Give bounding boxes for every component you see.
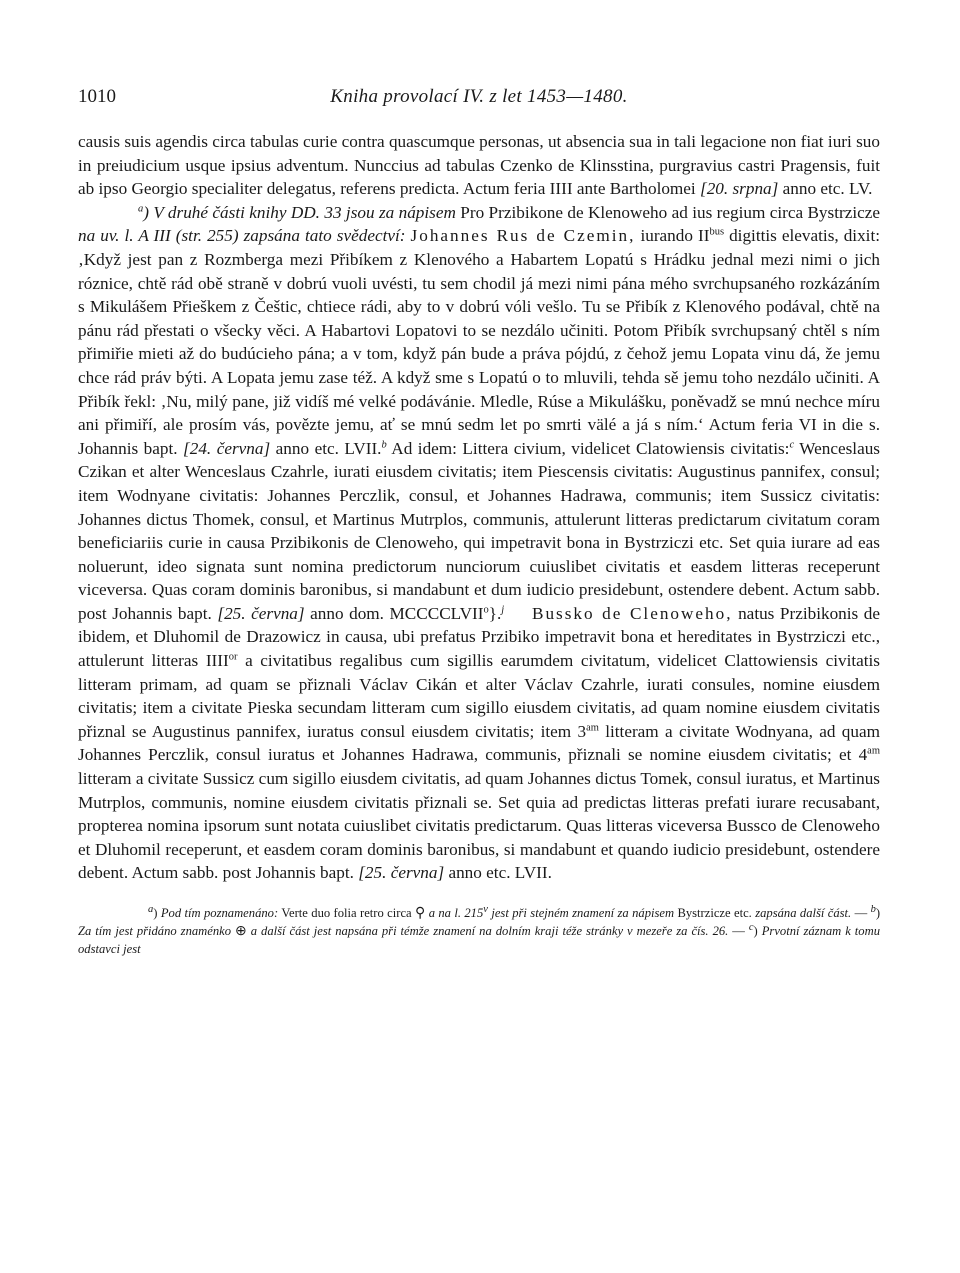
footnote-b-text: Za tím jest přidáno znaménko — [78, 923, 232, 938]
superscript-am: am — [586, 722, 599, 734]
superscript-bus: bus — [709, 226, 725, 238]
footnote-separator: — — [728, 923, 749, 938]
footnote-a-text: zapsána další část. — [755, 906, 852, 920]
paragraph-2-text-k: litteram a civitate Wodnyana, ad quam Johannes Perczlik, consul iuratus et Johannes Hadrawa, communis, přiznali se nomine eiusdem civitatis; et 4 — [78, 721, 880, 765]
paragraph-2-text-g: anno dom. MCCCCLVII — [304, 603, 484, 623]
date-bracket: [24. června] — [183, 438, 271, 458]
footnote-b-text: a další část jest napsána při témže znamení na dolním kraji téže stránky v mezeře za čís. 26. — [246, 923, 729, 938]
footnote-a-text: Verte duo folia retro circa — [278, 906, 416, 920]
editorial-ref: na uv. l. A III (str. 255) zapsána tato svědectví: — [78, 226, 406, 246]
superscript-am-2: am — [867, 745, 880, 757]
paragraph-2: $^a$) V druhé části knihy DD. 33 jsou za nápisem Pro Przibikone de Klenoweho ad ius regium circa Bystrzicze na uv. l. A III (str. 255) zapsána tato svědectví: Johannes Rus de Czemin, iurando $II^{bus}$ digittis elevatis, dixit: ‚Když jest pan z Rozmberga mezi Přibíkem z Klenového a Habartem Lopatú s Hrádku jednal mezi nimi o jich róznice, chtě rád obě straně v dobrú vuoli uvésti, tu sem chodil já mezi nimi pána mého svrchupsaného rozkázáním s Mikulášem Přieškem z Češtic, chtiece rádi, aby to v dobrú vóli vešlo. Tu se Přibík z Klenového podával, chtě na pánu rád přestati o všecky věci. A Habartovi Lopatovi to se nezdálo učiniti. Potom Přibík svrchupsaný chtěl s ním přimiřie mieti až do budúcieho pána; a v tom, když pán bude a práva pójdú, z čehož jemu Lopata vinu dá, že jemu chce rád práv býti. A Lopata jemu zase též. A když sme s Lopatú o to mluvili, tehda sě jemu toho nezdálo učiniti. A Přibík řekl: ‚Nu, milý pane, již vidíš mé velké podávánie. Mledle, Rúse a Mikulášku, poněvadž se mnú nechce míru ani přimiří, ale prosím vás, povězte jemu, ať se mnú sedm let po smrti välé a já s ním.‘ Actum feria VI in die s. Johannis bapt. [24. června] anno etc. LVII.$^b$ Ad idem: Littera civium, videlicet Clatowiensis civitatis:$^c$ Wenceslaus Czikan et alter Wenceslaus Czahrle, iurati eiusdem civitatis; item Piescensis civitatis: Augustinus pannifex, consul; item Wodnyane civitatis: Johannes Perczlik, consul, et Johannes Hadrawa, communis; item Sussicz civitatis: Johannes dictus Thomek, consul, et Martinus Mutrplos, communis, attulerunt litteras predictarum civitatum coram beneficiariis curie in causa Przibikonis de Clenoweho, qui impetravit bona in Bystrziczi etc. Set quia iurare ad eas noluerunt, ideo signata sunt nomina predictorum nunciorum cuiuslibet civitatis et easdem litteras receperunt viceversa. Quas coram dominis baronibus, si mandabunt et dum iudicio presidebunt, ostendere debent. Actum sabb. post Johannis bapt. [25. června] anno dom. MCCCCLVII$^o$}.$^j$ Bussko de Clenoweho, natus Przibikonis de ibidem, et Dluhomil de Drazowicz in causa, ubi prefatus Przibiko impetravit bona et hereditates in Bystrziczi etc., attulerunt litteras $IIII^{or}$ a civitatibus regalibus cum sigillis earumdem civitatum, videlicet Clattowiensis civitatis litteram primam, ad quam se přiznali Václav Cikán et alter Václav Czahrle, iurati consules, nomine eiusdem civitatis; item a civitate Pieska secundam litteram cum sigillo eiusdem civitatis, ad quam nomine eiusdem civitatis přiznal se Augustinus pannifex, iuratus consul eiusdem civitatis; item $3^{am}$ litteram a civitate Wodnyana, ad quam Johannes Perczlik, consul iuratus et Johannes Hadrawa, communis, přiznali se nomine eiusdem civitatis; et $4^{am}$ litteram a civitate Sussicz cum sigillo eiusdem civitatis, ad quam Johannes dictus Tomek, consul iuratus, et Martinus Mutrplos, communis, nomine eiusdem civitatis přiznali se. Set quia ad predictas litteras prefati iurare recusabant, propterea nomina ipsorum sunt notata cuiuslibet civitatis predictarum. Quas litteras viceversa Bussco de Clenoweho et Dluhomil receperunt, et easdem coram dominis baronibus, si mandabunt et quando iudicio presidebunt, ostendere debent. Actum sabb. post Johannis bapt. [25. června] anno etc. LVII. — [78, 202, 881, 883]
page-header — [78, 86, 880, 116]
footnotes — [78, 905, 880, 958]
footnote-mark-a: a — [148, 903, 154, 915]
paragraph-1 — [78, 130, 880, 201]
paragraph-2-text-m: anno etc. LVII. — [444, 863, 552, 883]
paragraph-2-text-j: a civitatibus regalibus cum sigillis earumdem civitatum, videlicet Clattowiensis civitatis litteram primam, ad quam se přiznali Václav Cikán et alter Václav Czahrle, iurati consules, nomine eiusdem civitatis; item a civitate Pieska secundam litteram cum sigillo eiusdem civitatis, ad quam nomine eiusdem civitatis přiznal se Augustinus pannifex, iuratus consul eiusdem civitatis; item 3 — [78, 651, 880, 741]
cross-mark-icon: ⚲ — [415, 906, 426, 921]
paragraph-2-text-c: digittis elevatis, dixit: ‚Když jest pan z Rozmberga mezi Přibíkem z Klenového a Habartem Lopatú s Hrádku jednal mezi nimi o jich róznice, chtě rád obě straně v dobrú vuoli uvésti, tu sem chodil já mezi nimi pána mého svrchupsaného rozkázáním s Mikulášem Přieškem z Češtic, chtiece rádi, aby to v dobrú vóli vešlo. Tu se Přibík z Klenového podával, chtě na pánu rád přestati o všecky věci. A Habartovi Lopatovi to se nezdálo učiniti. Potom Přibík svrchupsaný chtěl s ním přimiřie mieti až do budúcieho pána; a v tom, když pán bude a práva pójdú, z čehož jemu Lopata vinu dá, že jemu chce rád práv býti. A Lopata jemu zase též. A když sme s Lopatú o to mluvili, tehda sě jemu toho nezdálo učiniti. A Přibík řekl: ‚Nu, milý pane, již vidíš mé velké podávánie. Mledle, Rúse a Mikulášku, poněvadž se mnú nechce míru ani přimiří, ale prosím vás, povězte jemu, ať se mnú sedm let po smrti välé a já s ním.‘ Actum feria VI in die s. Johannis bapt. — [78, 226, 881, 458]
footnote-mark-c: c — [748, 921, 754, 933]
footnote-block: $^a$) Pod tím poznamenáno: Verte duo folia retro circa ⚲ a na l. 215$^v$ jest při stejném znamení za nápisem Bystrzicze etc. zapsána další část. — $^b$) Za tím jest přidáno znaménko ⊕ a další část jest napsána při témže znamení na dolním kraji téže stránky v mezeře za čís. 26. — $^c$) Prvotní záznam k tomu odstavci jest — [78, 903, 881, 956]
footnote-ref-a: a — [138, 203, 144, 215]
page-number: 1010 — [78, 86, 116, 107]
footnote-ref-c: c — [789, 438, 795, 450]
document-page — [78, 86, 880, 958]
witness-name: Johannes Rus de Czemin, — [410, 226, 636, 246]
paragraph-2-text-a: Pro Przibikone de Klenoweho ad ius regium circa Bystrzicze — [455, 202, 880, 222]
superscript-v: v — [483, 903, 488, 915]
footnote-c-text: Prvotní záznam k tomu odstavci jest — [78, 923, 880, 956]
main-text — [78, 130, 880, 885]
footnote-a-text: a na l. 215 — [428, 906, 484, 920]
date-bracket: [20. srpna] — [700, 179, 779, 199]
footnote-separator: — — [851, 906, 871, 920]
footnote-a-text: Bystrzicze etc. — [674, 906, 756, 920]
footnote-ref-b: b — [381, 438, 387, 450]
paragraph-2-text-i: natus Przibikonis de ibidem, et Dluhomil de Drazowicz in causa, ubi prefatus Przibiko impetravit bona et hereditates in Bystrziczi etc., attulerunt litteras IIII — [78, 603, 881, 671]
running-title: Kniha provolací IV. z let 1453—1480. — [330, 86, 628, 107]
paragraph-2-text-l: litteram a civitate Sussicz cum sigillo eiusdem civitatis, ad quam Johannes dictus Tomek, consul iuratus, et Martinus Mutrplos, communis, nomine eiusdem civitatis přiznali se. Set quia ad predictas litteras prefati iurare recusabant, propterea nomina ipsorum sunt notata cuiuslibet civitatis predictarum. Quas litteras viceversa Bussco de Clenoweho et Dluhomil receperunt, et easdem coram dominis baronibus, si mandabunt et quando iudicio presidebunt, ostendere debent. Actum sabb. post Johannis bapt. — [78, 769, 880, 883]
date-bracket: [25. června] — [217, 603, 305, 623]
superscript-o: o — [483, 604, 489, 616]
circled-cross-icon: ⊕ — [235, 923, 247, 939]
footnote-ref-j: j — [501, 604, 505, 616]
editorial-note: V druhé části knihy DD. 33 jsou za nápisem — [153, 202, 456, 222]
paragraph-2-text-f: Wenceslaus Czikan et alter Wenceslaus Czahrle, iurati eiusdem civitatis; item Piescensis civitatis: Augustinus pannifex, consul; item Wodnyane civitatis: Johannes Perczlik, consul, et Johannes Hadrawa, communis; item Sussicz civitatis: Johannes dictus Thomek, consul, et Martinus Mutrplos, communis, attulerunt litteras predictarum civitatum coram beneficiariis curie in causa Przibikonis de Clenoweho, qui impetravit bona in Bystrziczi etc. Set quia iurare ad eas noluerunt, ideo signata sunt nomina predictorum nunciorum cuiuslibet civitatis et easdem litteras receperunt viceversa. Quas coram dominis baronibus, si mandabunt et dum iudicio presidebunt, ostendere debent. Actum sabb. post Johannis bapt. — [78, 438, 880, 623]
superscript-or: or — [228, 651, 238, 663]
footnote-mark-b: b — [870, 903, 876, 915]
footnote-a-text: jest při stejném znamení za nápisem — [487, 906, 675, 920]
paragraph-2-text-b: iurando II — [635, 226, 710, 246]
paragraph-2-text-d: anno etc. LVII. — [270, 438, 382, 458]
paragraph-2-text-e: Ad idem: Littera civium, videlicet Clatowiensis civitatis: — [386, 438, 790, 458]
paragraph-2-text-h: }. — [488, 603, 502, 623]
paragraph-1-text: causis suis agendis circa tabulas curie contra quascumque personas, ut absencia sua in tali legacione non fiat iuri suo in preiudicium usque ipsius adventum. Nunccius ad tabulas Czenko de Klinsstina, purgravius castri Pragensis, fuit ab ipso Georgio specialiter delegatus, referens predicta. Actum feria IIII ante Bartholomei — [78, 132, 880, 199]
paragraph-1-end: anno etc. LV. — [778, 179, 873, 199]
footnote-a-text: Pod tím poznamenáno: — [160, 906, 279, 920]
date-bracket: [25. června] — [358, 863, 445, 883]
witness-name-2: Bussko de Clenoweho, — [531, 603, 733, 623]
